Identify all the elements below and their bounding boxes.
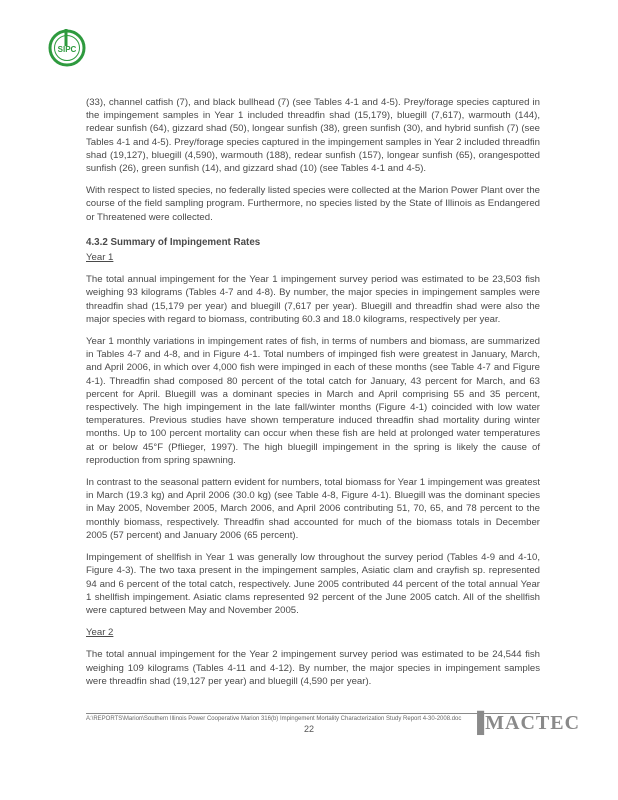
footer-file-path: A:\REPORTS\Marion\Southern Illinois Power Cooperative Marion 316(b) Impingement Mortality Characterization Study Report 4-30-2008.doc — [86, 716, 462, 722]
mactec-logo-text: MACTEC — [485, 712, 581, 734]
paragraph-year1-total: The total annual impingement for the Year 1 impingement survey period was estimated to be 23,503 fish weighing 93 kilograms (Tables 4-7 and 4-8). By number, the major species in impingement samples were threadfin shad (15,179 per year) and bluegill (7,617 per year). Bluegill and threadfin shad were also the major species with regard to biomass, contributing 60.3 and 18.0 kilograms, respectively per year. — [86, 274, 540, 325]
paragraph-year1-biomass: In contrast to the seasonal pattern evident for numbers, total biomass for Year 1 impingement was greatest in March (19.3 kg) and April 2006 (30.0 kg) (see Table 4-8, Figure 4-1). Bluegill was the dominant species in May 2005, November 2005, March 2006, and April 2006 contributing 51, 70, 65, and 78 percent to the monthly biomass, respectively. Threadfin shad accounted for much of the biomass totals in December 2005 (57 percent) and January 2006 (65 percent). — [86, 477, 540, 541]
document-body — [86, 96, 540, 697]
page-number: 22 — [303, 724, 314, 734]
paragraph-species-continued: (33), channel catfish (7), and black bullhead (7) (see Tables 4-1 and 4-5). Prey/forage species captured in the impingement samples in Year 1 included threadfin shad (15,179), bluegill (7,617), warmouth (144), redear sunfish (64), gizzard shad (50), longear sunfish (38), green sunfish (30), and hybrid sunfish (7) (see Tables 4-1 and 4-5). Prey/forage species captured in the impingement samples in Year 2 included threadfin shad (19,127), bluegill (4,590), warmouth (188), redear sunfish (157), longear sunfish (65), orangespotted sunfish (26), green sunfish (14), and gizzard shad (10) (see Tables 4-1 and 4-5). — [86, 97, 540, 175]
paragraph-listed-species: With respect to listed species, no federally listed species were collected at the Marion Power Plant over the course of the field sampling program. Furthermore, no species listed by the State of Illinois as Endangered or Threatened were collected. — [86, 185, 540, 223]
mactec-logo — [470, 712, 580, 735]
paragraph-year2-total: The total annual impingement for the Year 2 impingement survey period was estimated to be 24,544 fish weighing 109 kilograms (Tables 4-11 and 4-12). By number, the major species in impingement samples were threadfin shad (19,127 per year) and bluegill (4,590 per year). — [86, 649, 540, 687]
mactec-logo-mark-icon: ▐ — [470, 712, 486, 734]
paragraph-year1-monthly: Year 1 monthly variations in impingement rates of fish, in terms of numbers and biomass, are summarized in Tables 4-7 and 4-8, and in Figure 4-1. Total numbers of impinged fish were greatest in January, March, and April 2006, in which over 4,000 fish were impinged in each of these months (see Table 4-7 and Figure 4-1). Threadfin shad composed 80 percent of the total catch for January, 43 percent for March, and 63 percent for April. Bluegill was a dominant species in March and April comprising 55 and 35 percent, respectively. The high impingement in the late fall/winter months (Figure 4-1) coincided with low water temperatures. Previous studies have shown temperature induced threadfin shad mortality during winter months. Up to 100 percent mortality can occur when these fish are held at prolonged water temperatures at or below 45°F (Pflieger, 1997). The high bluegill impingement in the spring is likely the cause of reproduction from spring spawning. — [86, 336, 540, 466]
year2-label: Year 2 — [86, 627, 114, 639]
year1-label: Year 1 — [86, 252, 114, 264]
sipc-logo — [45, 25, 89, 69]
paragraph-year1-shellfish: Impingement of shellfish in Year 1 was generally low throughout the survey period (Tables 4-9 and 4-10, Figure 4-3). The two taxa present in the impingement samples, Asiatic clam and crayfish sp. represented 94 and 6 percent of the total catch, respectively. June 2005 contributed 44 percent of the total annual Year 1 shellfish impingement. Asiatic clams represented 92 percent of the June 2005 catch. All of the shellfish were captured between May and November 2005. — [86, 552, 540, 616]
sipc-logo-text: SIPC — [57, 45, 77, 54]
sipc-logo-icon — [45, 25, 89, 69]
section-heading: 4.3.2 Summary of Impingement Rates — [86, 236, 261, 248]
